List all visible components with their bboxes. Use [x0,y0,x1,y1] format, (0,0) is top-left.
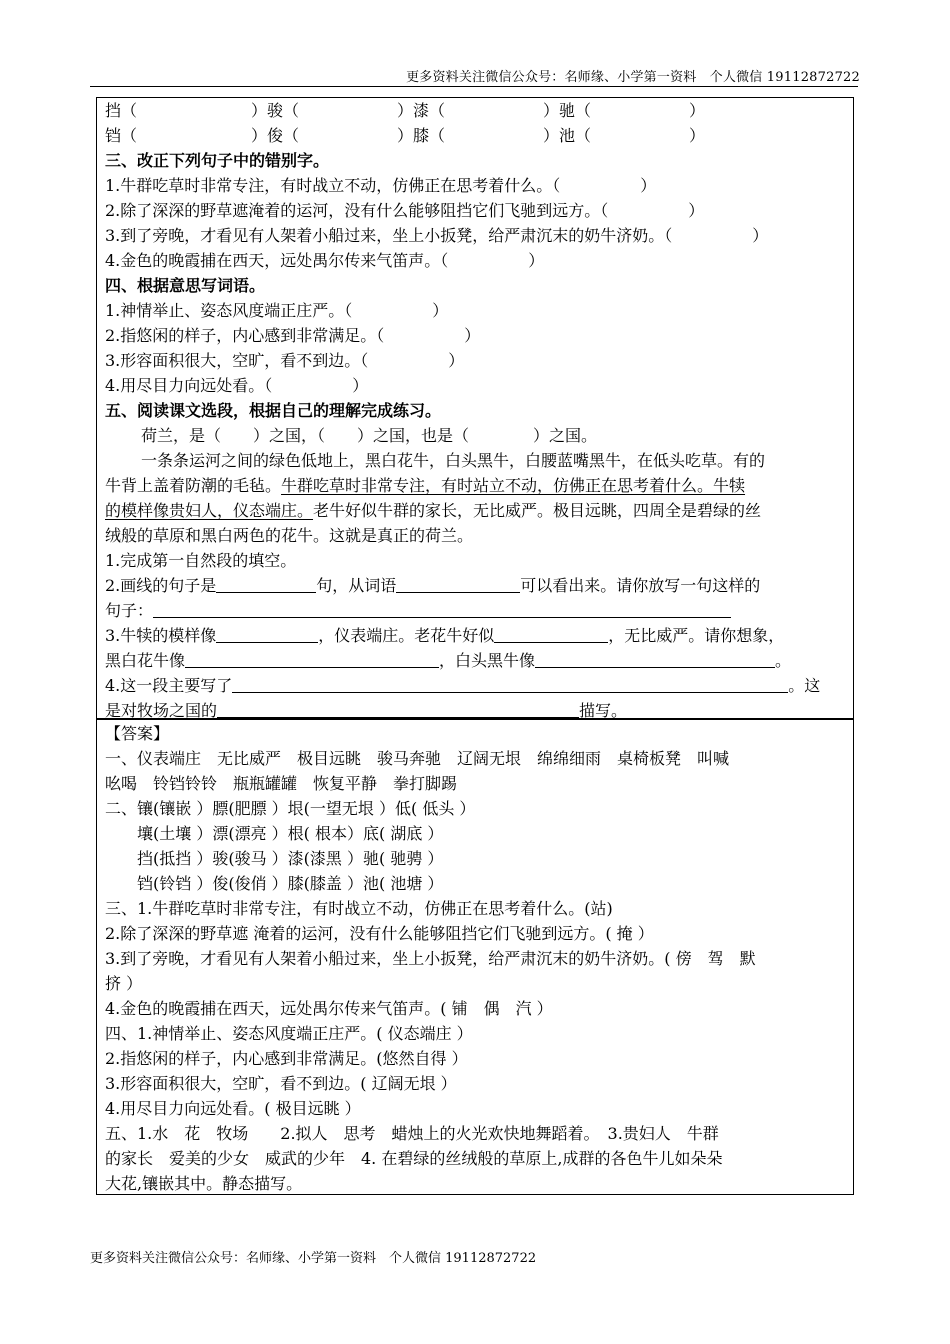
question-1: 1.完成第一自然段的填空。 [105,551,297,570]
answer-2-row: 挡(抵挡 ）骏(骏马 ）漆(漆黑 ）驰( 驰骋 ） [105,849,444,868]
page-header: 更多资料关注微信公众号：名师缘、小学第一资料 个人微信 19112872722 [406,70,860,85]
answer-3-item-4: 4.金色的晚霞捕在西天，远处禺尔传来气笛声。( 铺 偶 汽 ） [105,999,553,1018]
s3-item-2: 2.除了深深的野草遮淹着的运河，没有什么能够阻挡它们飞驰到远方。（ ） [105,201,705,220]
pinyin-row-2: 铛（ ）俊（ ）膝（ ）池（ ） [105,126,706,145]
answer-blank[interactable] [153,602,731,618]
s4-item-3: 3.形容面积很大，空旷，看不到边。（ ） [105,351,465,370]
answer-blank[interactable] [185,652,439,668]
answer-blank[interactable] [535,652,775,668]
answer-title: 【答案】 [105,724,170,743]
answer-3-item-1: 三、1.牛群吃草时非常专注，有时战立不动，仿佛正在思考着什么。(站) [105,899,613,918]
passage-para-1: 荷兰，是（ ）之国，（ ）之国，也是（ ）之国。 [141,426,598,445]
answer-2-row: 壤(土壤 ）漂(漂亮 ）根( 根本）底( 湖底 ） [105,824,444,843]
answer-blank[interactable] [217,702,579,718]
question-4: 4.这一段主要写了 。这 [105,676,821,695]
s4-item-4: 4.用尽目力向远处看。（ ） [105,376,369,395]
answer-1-line-2: 吆喝 铃铛铃铃 瓶瓶罐罐 恢复平静 拳打脚踢 [105,774,458,793]
section-5-title: 五、阅读课文选段，根据自己的理解完成练习。 [105,401,442,420]
answer-4-item: 2.指悠闲的样子，内心感到非常满足。(悠然自得 ） [105,1049,468,1068]
answer-2-row: 铛(铃铛 ）俊(俊俏 ）膝(膝盖 ）池( 池塘 ） [105,874,444,893]
pinyin-row-1: 挡（ ）骏（ ）漆（ ）驰（ ） [105,101,706,120]
answer-blank[interactable] [216,577,316,593]
passage-para-2-line-3: 的模样像贵妇人，仪态端庄。老牛好似牛群的家长，无比威严。极目远眺，四周全是碧绿的丝 [105,501,762,520]
header-rule [90,86,858,87]
passage-para-2-line-2: 牛背上盖着防潮的毛毡。牛群吃草时非常专注，有时站立不动，仿佛正在思考着什么。牛犊 [105,476,746,495]
question-2-sentence: 句子： [105,601,731,621]
answer-2-row: 二、镶(镶嵌 ）膘(肥膘 ）垠(一望无垠 ）低( 低头 ） [105,799,476,818]
answer-blank[interactable] [396,577,520,593]
exercise-box [96,97,854,719]
underlined-sentence: 牛群吃草时非常专注，有时站立不动，仿佛正在思考着什么。牛犊 [281,476,746,495]
answer-5-line-2: 的家长 爱美的少女 威武的少年 4. 在碧绿的丝绒般的草原上,成群的各色牛儿如朵朵 [105,1149,723,1168]
underlined-sentence: 的模样像贵妇人，仪态端庄。 [105,501,314,520]
s3-item-1: 1.牛群吃草时非常专注，有时战立不动，仿佛正在思考着什么。（ ） [105,176,657,195]
s4-item-1: 1.神情举止、姿态风度端正庄严。（ ） [105,301,449,320]
passage-para-2-line-1: 一条条运河之间的绿色低地上，黑白花牛，白头黑牛，白腰蓝嘴黑牛，在低头吃草。有的 [141,451,766,470]
passage-para-2-line-4: 绒般的草原和黑白两色的花牛。这就是真正的荷兰。 [105,526,474,545]
answer-blank[interactable] [494,627,608,643]
answer-blank[interactable] [232,677,788,693]
section-3-title: 三、改正下列句子中的错别字。 [105,151,330,170]
answer-3-item-3-cont: 挤 ） [105,974,143,993]
question-2: 2.画线的句子是 句，从词语 可以看出来。请你放写一句这样的 [105,576,761,595]
s3-item-4: 4.金色的晚霞捕在西天，远处禺尔传来气笛声。（ ） [105,251,545,270]
answer-4-item: 3.形容面积很大，空旷，看不到边。( 辽阔无垠 ） [105,1074,457,1093]
answer-3-item-2: 2.除了深深的野草遮 淹着的运河，没有什么能够阻挡它们飞驰到远方。( 掩 ） [105,924,654,943]
question-3-line-2: 黑白花牛像 ，白头黑牛像 。 [105,651,792,670]
answer-4-item: 四、1.神情举止、姿态风度端正庄严。( 仪态端庄 ） [105,1024,473,1043]
s4-item-2: 2.指悠闲的样子，内心感到非常满足。（ ） [105,326,481,345]
page-footer: 更多资料关注微信公众号：名师缘、小学第一资料 个人微信 19112872722 [90,1251,537,1266]
answer-box [96,719,854,1195]
answer-5-line-1: 五、1.水 花 牧场 2.拟人 思考 蜡烛上的火光欢快地舞蹈着。 3.贵妇人 牛群 [105,1124,719,1143]
section-4-title: 四、根据意思写词语。 [105,276,266,295]
s3-item-3: 3.到了旁晚，才看见有人架着小船过来，坐上小扳凳，给严肃沉末的奶牛济奶。（ ） [105,226,769,245]
answer-blank[interactable] [216,627,318,643]
answer-3-item-3: 3.到了旁晚，才看见有人架着小船过来，坐上小扳凳，给严肃沉末的奶牛济奶。( 傍 驾 默 [105,949,756,968]
question-4-line-2: 是对牧场之国的 描写。 [105,701,628,720]
answer-1-line-1: 一、仪表端庄 无比威严 极目远眺 骏马奔驰 辽阔无垠 绵绵细雨 桌椅板凳 叫喊 [105,749,730,768]
question-3: 3.牛犊的模样像 ，仪表端庄。老花牛好似 ，无比威严。请你想象， [105,626,785,645]
answer-5-line-3: 大花,镶嵌其中。静态描写。 [105,1174,303,1193]
answer-4-item: 4.用尽目力向远处看。( 极目远眺 ） [105,1099,361,1118]
